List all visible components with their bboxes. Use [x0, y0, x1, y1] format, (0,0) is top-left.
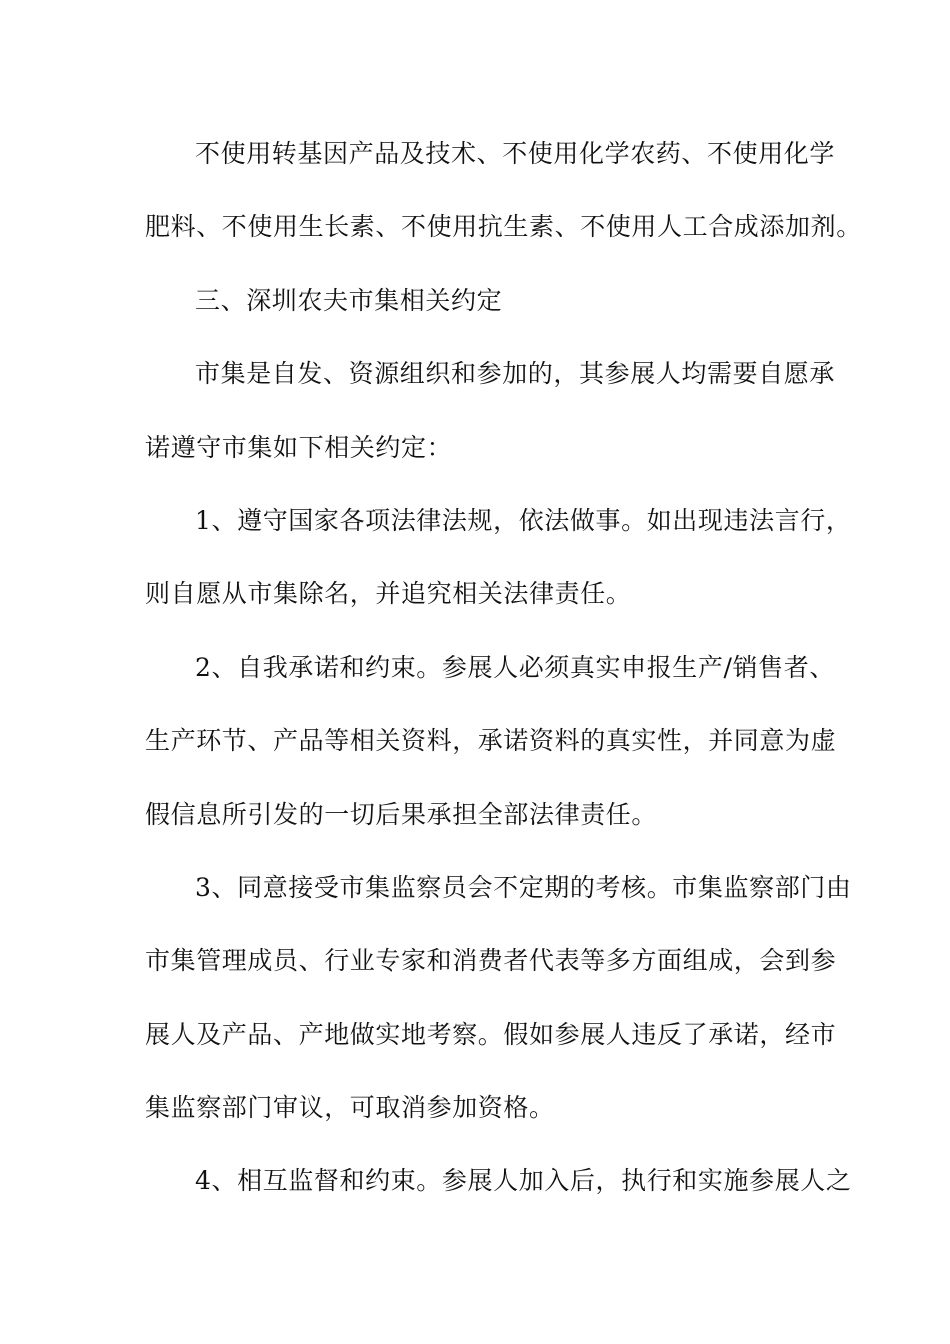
document-body — [145, 126, 862, 1227]
text-line: 3、同意接受市集监察员会不定期的考核。市集监察部门由 — [195, 872, 852, 902]
paragraph-rule-3 — [145, 860, 852, 1154]
text-line: 1、遵守国家各项法律法规，依法做事。如出现违法言行， — [195, 505, 852, 535]
paragraph-rule-2 — [145, 640, 837, 860]
paragraph-rule-1 — [145, 493, 852, 640]
text-line: 市集是自发、资源组织和参加的，其参展人均需要自愿承 — [195, 359, 836, 389]
text-line: 假信息所引发的一切后果承担全部法律责任。 — [145, 799, 658, 829]
section-heading — [145, 273, 815, 346]
text-line: 集监察部门审议，可取消参加资格。 — [145, 1093, 555, 1123]
text-line: 2、自我承诺和约束。参展人必须真实申报生产/销售者、 — [195, 652, 835, 682]
text-line: 则自愿从市集除名，并追究相关法律责任。 — [145, 579, 632, 609]
text-line: 展人及产品、产地做实地考察。假如参展人违反了承诺，经市 — [145, 1019, 837, 1049]
section-title: 三、深圳农夫市集相关约定 — [195, 285, 503, 315]
paragraph-rule-4 — [145, 1153, 852, 1226]
paragraph-prohibitions — [145, 126, 862, 273]
text-line: 不使用转基因产品及技术、不使用化学农药、不使用化学 — [195, 139, 836, 168]
text-line: 4、相互监督和约束。参展人加入后，执行和实施参展人之 — [195, 1166, 852, 1196]
text-line: 市集管理成员、行业专家和消费者代表等多方面组成，会到参 — [145, 946, 837, 976]
text-line: 肥料、不使用生长素、不使用抗生素、不使用人工合成添加剂。 — [145, 212, 862, 242]
text-line: 生产环节、产品等相关资料，承诺资料的真实性，并同意为虚 — [145, 726, 837, 756]
text-line: 诺遵守市集如下相关约定： — [145, 432, 453, 462]
paragraph-intro — [145, 346, 836, 493]
